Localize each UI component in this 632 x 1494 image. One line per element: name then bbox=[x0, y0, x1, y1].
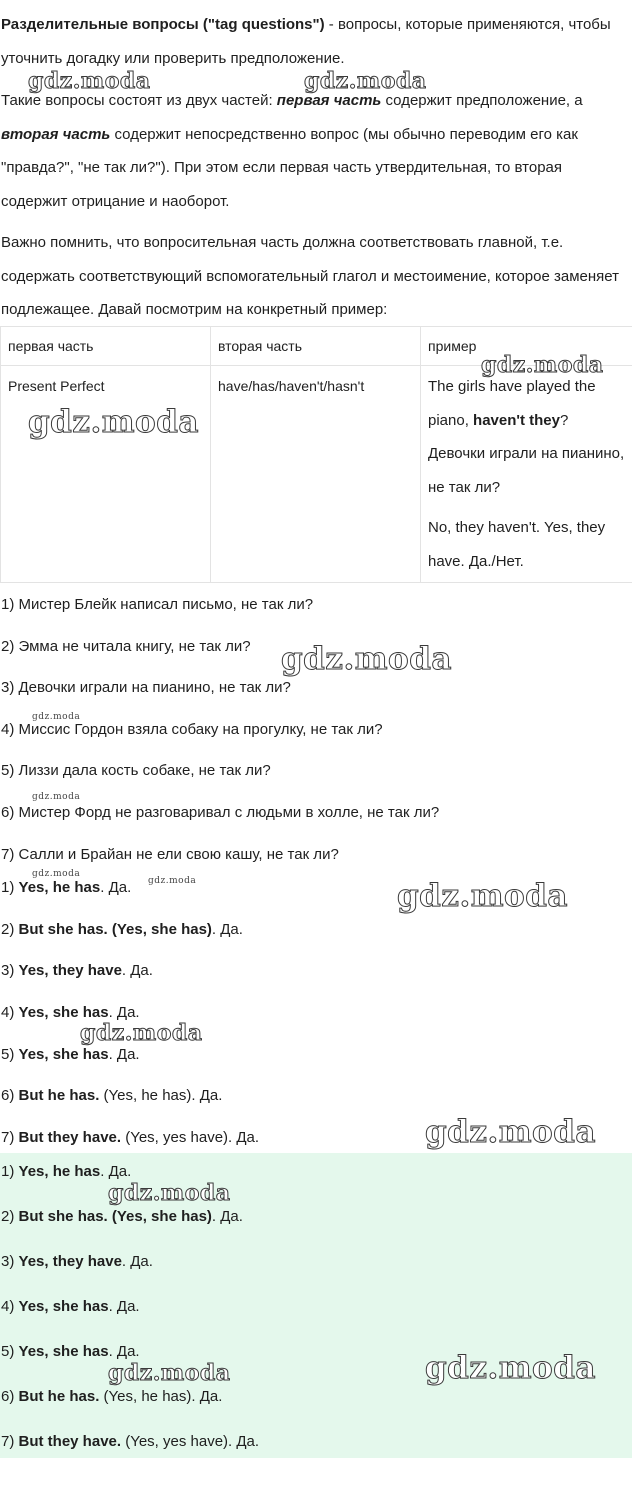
structure-text-1: Такие вопросы состоят из двух частей: bbox=[1, 92, 277, 109]
watermark: gdz.moda bbox=[425, 1350, 596, 1386]
table-header-row bbox=[1, 327, 632, 366]
list-item: 6) But he has. (Yes, he has). Да. bbox=[1, 1388, 223, 1405]
second-part-term: вторая часть bbox=[1, 125, 111, 143]
list-item: 3) Yes, they have. Да. bbox=[1, 962, 153, 980]
watermark: gdz.moda bbox=[148, 876, 197, 886]
note-paragraph: Важно помнить, что вопросительная часть должна соответствовать главной, т.е. содержать соответствующий вспомогательный глагол и местоимение, которое заменяет подлежащее. Давай посмотрим на конкретный пример: bbox=[1, 234, 619, 318]
cell-example bbox=[421, 366, 632, 583]
list-item: 5) Лиззи дала кость собаке, не так ли? bbox=[1, 762, 271, 780]
example-sentence: The girls have played the piano, haven't they? bbox=[428, 378, 596, 429]
example-answers: No, they haven't. Yes, they have. Да./Нет. bbox=[428, 519, 606, 570]
list-item: 4) Миссис Гордон взяла собаку на прогулку, не так ли? bbox=[1, 720, 383, 738]
answers-highlight-box bbox=[0, 1153, 632, 1458]
example-tag: haven't they bbox=[473, 411, 560, 429]
structure-text-3: содержит непосредственно вопрос (мы обычно переводим его как "правда?", "не так ли?"). При этом если первая часть утвердительная, то вторая содержит отрицание и наоборот. bbox=[1, 125, 578, 210]
watermark: gdz.moda bbox=[32, 869, 81, 879]
list-item: 5) Yes, she has. Да. bbox=[1, 1343, 140, 1360]
list-item: 1) Yes, he has. Да. bbox=[1, 879, 132, 896]
answers-list bbox=[0, 870, 632, 1162]
list-item: 1) Yes, he has. Да. bbox=[1, 1163, 132, 1180]
watermark: gdz.moda bbox=[481, 352, 604, 378]
intro-definition: - вопросы, которые применяются, чтобы уточнить догадку или проверить предположение. bbox=[1, 16, 611, 67]
list-item: 3) Девочки играли на пианино, не так ли? bbox=[1, 679, 291, 697]
list-item: 4) Yes, she has. Да. bbox=[1, 1298, 140, 1315]
grammar-table bbox=[0, 326, 632, 583]
watermark: gdz.moda bbox=[108, 1360, 231, 1386]
list-item: 7) But they have. (Yes, yes have). Да. bbox=[1, 1129, 260, 1147]
cell-tense: Present Perfect bbox=[1, 366, 211, 583]
watermark: gdz.moda bbox=[425, 1114, 596, 1150]
list-item: 5) Yes, she has. Да. bbox=[1, 1045, 140, 1063]
list-item: 7) But they have. (Yes, yes have). Да. bbox=[1, 1433, 260, 1450]
example-translation: Девочки играли на пианино, не так ли? bbox=[428, 445, 625, 496]
watermark: gdz.moda bbox=[32, 792, 81, 802]
table-row bbox=[1, 366, 632, 583]
watermark: gdz.moda bbox=[32, 712, 81, 722]
cell-tag: have/has/haven't/hasn't bbox=[211, 366, 421, 583]
watermark: gdz.moda bbox=[304, 68, 427, 94]
watermark: gdz.moda bbox=[80, 1020, 203, 1046]
list-item: 4) Yes, she has. Да. bbox=[1, 1004, 140, 1022]
list-item: 2) Эмма не читала книгу, не так ли? bbox=[1, 637, 251, 655]
questions-list bbox=[0, 588, 632, 879]
list-item: 6) Мистер Форд не разговаривал с людьми в холле, не так ли? bbox=[1, 803, 440, 821]
intro-term: Разделительные вопросы ("tag questions") bbox=[1, 16, 325, 33]
intro-paragraph bbox=[0, 8, 631, 75]
list-item: 2) But she has. (Yes, she has). Да. bbox=[1, 920, 243, 938]
list-item: 7) Салли и Брайан не ели свою кашу, не так ли? bbox=[1, 845, 339, 863]
header-second-part: вторая часть bbox=[211, 327, 421, 366]
list-item: 3) Yes, they have. Да. bbox=[1, 1253, 153, 1270]
watermark: gdz.moda bbox=[28, 404, 199, 440]
watermark: gdz.moda bbox=[397, 878, 568, 914]
list-item: 2) But she has. (Yes, she has). Да. bbox=[1, 1208, 243, 1225]
list-item: 6) But he has. (Yes, he has). Да. bbox=[1, 1087, 223, 1105]
structure-text-2: содержит предположение, а bbox=[381, 92, 583, 109]
list-item: 1) Мистер Блейк написал письмо, не так ли? bbox=[1, 596, 314, 613]
header-first-part: первая часть bbox=[1, 327, 211, 366]
watermark: gdz.moda bbox=[281, 641, 452, 677]
first-part-term: первая часть bbox=[276, 92, 382, 109]
watermark: gdz.moda bbox=[108, 1180, 231, 1206]
header-example: пример bbox=[421, 327, 632, 366]
structure-paragraph bbox=[0, 84, 631, 218]
watermark: gdz.moda bbox=[28, 68, 151, 94]
